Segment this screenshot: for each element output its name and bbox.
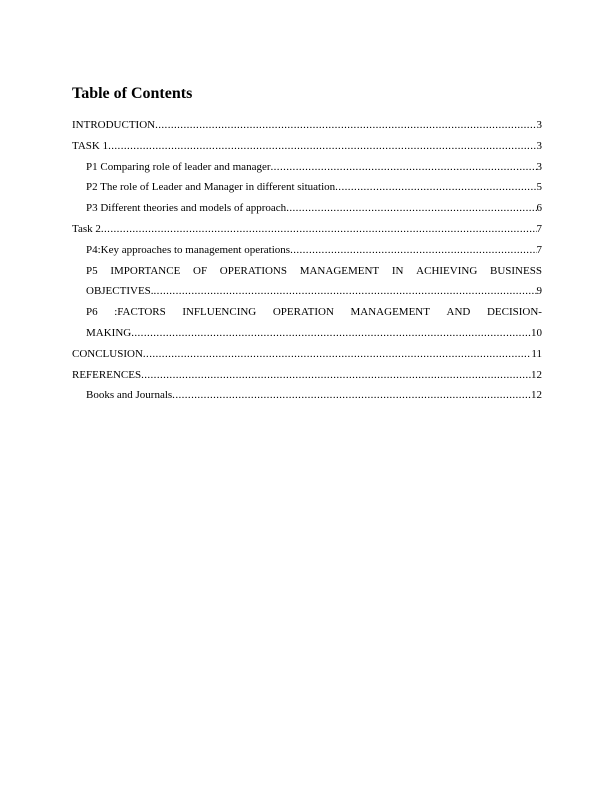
toc-page-number: 3 [536, 160, 542, 173]
toc-entry-label: REFERENCES [72, 368, 142, 381]
table-of-contents [72, 115, 542, 406]
toc-word: DECISION- [486, 306, 542, 319]
toc-entry-books-and-journals[interactable] [86, 385, 542, 406]
dot-leader [286, 198, 536, 219]
toc-entry-label: TASK 1 [72, 139, 109, 152]
toc-word: OPERATIONS [219, 264, 287, 277]
dot-leader [143, 344, 532, 365]
toc-entry-label: P3 Different theories and models of approach [86, 202, 287, 215]
toc-entry-p1[interactable] [86, 157, 542, 178]
dot-leader [108, 136, 536, 157]
dot-leader [290, 240, 536, 261]
toc-word: P6 [86, 306, 98, 319]
toc-page-number: 11 [531, 347, 542, 360]
dot-leader [271, 157, 537, 178]
toc-entry-p3[interactable] [86, 198, 542, 219]
toc-page-number: 7 [536, 243, 542, 256]
toc-entry-label-line-1 [86, 302, 542, 323]
toc-entry-task-2[interactable] [72, 219, 542, 240]
toc-page-number: 12 [531, 389, 542, 402]
toc-word: MANAGEMENT [299, 264, 380, 277]
toc-word: MANAGEMENT [350, 306, 430, 319]
toc-entry-p6[interactable] [86, 302, 542, 344]
toc-entry-label-line-2: MAKING [86, 326, 132, 339]
toc-page-number: 5 [536, 181, 542, 194]
toc-page-number: 10 [531, 326, 542, 339]
toc-entry-label-line-1 [86, 261, 542, 282]
dot-leader [335, 177, 536, 198]
toc-word: IMPORTANCE [110, 264, 181, 277]
toc-entry-label: INTRODUCTION [72, 119, 156, 131]
toc-page-number: 12 [531, 368, 542, 381]
toc-page-number: 3 [536, 119, 542, 131]
toc-word: AND [446, 306, 471, 319]
dot-leader [131, 323, 531, 344]
toc-word: IN [391, 264, 404, 277]
dot-leader [172, 385, 531, 406]
toc-entry-label: Task 2 [72, 222, 101, 235]
toc-entry-label: Books and Journals [86, 389, 173, 402]
dot-leader [101, 219, 537, 240]
dot-leader [154, 281, 537, 302]
toc-word: BUSINESS [489, 264, 542, 277]
toc-entry-conclusion[interactable] [72, 344, 542, 365]
toc-entry-p5[interactable] [86, 261, 542, 303]
toc-entry-p2[interactable] [86, 177, 542, 198]
toc-entry-task-1[interactable] [72, 136, 542, 157]
toc-entry-label: CONCLUSION [72, 347, 143, 360]
dot-leader [155, 115, 536, 136]
toc-word: :FACTORS [114, 306, 166, 319]
toc-word: INFLUENCING [182, 306, 257, 319]
toc-entry-p4[interactable] [86, 240, 542, 261]
toc-title: Table of Contents [72, 85, 193, 102]
dot-leader [141, 365, 531, 386]
toc-entry-label: P2 The role of Leader and Manager in different situation [86, 181, 336, 194]
toc-word: P5 [86, 264, 98, 277]
toc-page-number: 6 [536, 202, 542, 215]
toc-word: ACHIEVING [416, 264, 478, 277]
toc-entry-label: P4:Key approaches to management operations [86, 243, 291, 256]
toc-word: OPERATION [272, 306, 334, 319]
toc-word: OF [193, 264, 208, 277]
toc-entry-references[interactable] [72, 365, 542, 386]
toc-page-number: 7 [536, 222, 542, 235]
toc-entry-introduction[interactable] [72, 115, 542, 136]
toc-entry-label: P1 Comparing role of leader and manager [86, 160, 271, 173]
toc-page-number: 3 [536, 139, 542, 152]
toc-entry-label-line-2: OBJECTIVES. [86, 285, 154, 298]
toc-page-number: 9 [536, 285, 542, 298]
